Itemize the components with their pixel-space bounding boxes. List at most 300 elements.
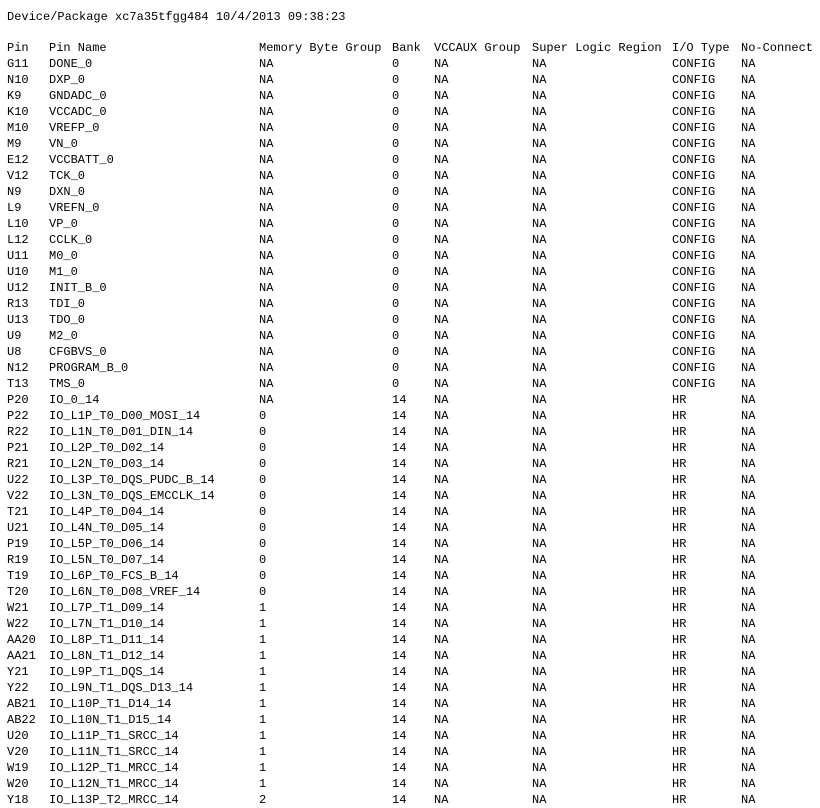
cell-pin-name: CFGBVS_0 [49,345,107,359]
cell-super-logic-region: NA [532,345,547,359]
table-row [0,296,820,312]
cell-no-connect: NA [741,153,756,167]
cell-pin-name: CCLK_0 [49,233,93,247]
cell-pin: K10 [7,105,29,119]
cell-pin-name: TDI_0 [49,297,86,311]
table-row [0,120,820,136]
table-header [0,40,820,56]
cell-memory-byte-group: NA [259,393,274,407]
cell-bank: 14 [392,697,407,711]
cell-vccaux-group: NA [434,185,449,199]
cell-vccaux-group: NA [434,409,449,423]
cell-bank: 14 [392,729,407,743]
cell-io-type: CONFIG [672,281,716,295]
cell-pin: U11 [7,249,29,263]
cell-vccaux-group: NA [434,313,449,327]
cell-pin: V12 [7,169,29,183]
cell-pin: U22 [7,473,29,487]
cell-pin: R19 [7,553,29,567]
cell-pin: T21 [7,505,29,519]
table-row [0,264,820,280]
cell-pin-name: IO_0_14 [49,393,100,407]
cell-pin: R22 [7,425,29,439]
cell-memory-byte-group: 0 [259,505,267,519]
cell-memory-byte-group: NA [259,297,274,311]
table-row [0,344,820,360]
table-row [0,376,820,392]
cell-pin-name: GNDADC_0 [49,89,107,103]
cell-vccaux-group: NA [434,153,449,167]
table-row [0,472,820,488]
cell-vccaux-group: NA [434,457,449,471]
cell-super-logic-region: NA [532,585,547,599]
table-row [0,440,820,456]
cell-bank: 14 [392,569,407,583]
cell-memory-byte-group: 1 [259,649,267,663]
cell-pin: Y18 [7,793,29,807]
cell-vccaux-group: NA [434,425,449,439]
cell-vccaux-group: NA [434,233,449,247]
cell-memory-byte-group: 0 [259,489,267,503]
cell-super-logic-region: NA [532,89,547,103]
cell-io-type: HR [672,601,687,615]
table-row [0,776,820,792]
cell-memory-byte-group: 0 [259,553,267,567]
cell-bank: 14 [392,393,407,407]
cell-no-connect: NA [741,617,756,631]
cell-super-logic-region: NA [532,601,547,615]
cell-no-connect: NA [741,73,756,87]
table-row [0,536,820,552]
document-title: Device/Package xc7a35tfgg484 10/4/2013 09:38:23 [7,10,346,24]
cell-io-type: HR [672,665,687,679]
cell-memory-byte-group: 1 [259,777,267,791]
cell-pin-name: IO_L7N_T1_D10_14 [49,617,165,631]
header-memory-byte-group: Memory Byte Group [259,41,382,55]
cell-pin-name: TDO_0 [49,313,86,327]
cell-vccaux-group: NA [434,617,449,631]
cell-no-connect: NA [741,569,756,583]
cell-io-type: CONFIG [672,377,716,391]
table-row [0,184,820,200]
cell-super-logic-region: NA [532,409,547,423]
cell-super-logic-region: NA [532,217,547,231]
table-row [0,680,820,696]
cell-super-logic-region: NA [532,137,547,151]
cell-vccaux-group: NA [434,649,449,663]
cell-vccaux-group: NA [434,201,449,215]
cell-no-connect: NA [741,185,756,199]
cell-io-type: HR [672,777,687,791]
cell-memory-byte-group: 0 [259,569,267,583]
table-row [0,360,820,376]
cell-no-connect: NA [741,329,756,343]
cell-no-connect: NA [741,601,756,615]
cell-memory-byte-group: NA [259,73,274,87]
cell-no-connect: NA [741,297,756,311]
cell-pin-name: IO_L1P_T0_D00_MOSI_14 [49,409,201,423]
cell-super-logic-region: NA [532,665,547,679]
cell-no-connect: NA [741,169,756,183]
cell-io-type: HR [672,761,687,775]
table-row [0,488,820,504]
cell-io-type: HR [672,585,687,599]
cell-vccaux-group: NA [434,89,449,103]
cell-no-connect: NA [741,665,756,679]
table-row [0,456,820,472]
cell-super-logic-region: NA [532,425,547,439]
table-row [0,216,820,232]
cell-vccaux-group: NA [434,345,449,359]
cell-io-type: HR [672,457,687,471]
header-super-logic-region: Super Logic Region [532,41,662,55]
cell-vccaux-group: NA [434,361,449,375]
cell-pin: R13 [7,297,29,311]
cell-vccaux-group: NA [434,121,449,135]
cell-no-connect: NA [741,793,756,807]
cell-bank: 0 [392,153,400,167]
cell-memory-byte-group: NA [259,153,274,167]
cell-io-type: HR [672,521,687,535]
cell-pin-name: IO_L4P_T0_D04_14 [49,505,165,519]
cell-io-type: HR [672,697,687,711]
cell-bank: 0 [392,249,400,263]
cell-io-type: HR [672,617,687,631]
cell-io-type: CONFIG [672,361,716,375]
cell-memory-byte-group: 1 [259,729,267,743]
cell-pin-name: VCCBATT_0 [49,153,114,167]
cell-io-type: HR [672,537,687,551]
cell-super-logic-region: NA [532,441,547,455]
cell-super-logic-region: NA [532,697,547,711]
table-row [0,104,820,120]
cell-io-type: HR [672,649,687,663]
cell-no-connect: NA [741,57,756,71]
cell-pin: T19 [7,569,29,583]
table-row [0,56,820,72]
cell-memory-byte-group: 1 [259,665,267,679]
cell-io-type: HR [672,633,687,647]
cell-no-connect: NA [741,505,756,519]
cell-memory-byte-group: 0 [259,409,267,423]
cell-pin: V22 [7,489,29,503]
cell-memory-byte-group: 1 [259,633,267,647]
cell-super-logic-region: NA [532,57,547,71]
table-row [0,520,820,536]
cell-bank: 0 [392,73,400,87]
cell-bank: 0 [392,169,400,183]
table-row [0,664,820,680]
cell-super-logic-region: NA [532,793,547,807]
cell-pin-name: M2_0 [49,329,78,343]
cell-io-type: HR [672,425,687,439]
cell-vccaux-group: NA [434,569,449,583]
cell-super-logic-region: NA [532,489,547,503]
cell-io-type: CONFIG [672,185,716,199]
cell-memory-byte-group: 0 [259,521,267,535]
cell-vccaux-group: NA [434,681,449,695]
cell-vccaux-group: NA [434,57,449,71]
cell-bank: 14 [392,745,407,759]
cell-super-logic-region: NA [532,361,547,375]
cell-pin: L10 [7,217,29,231]
cell-no-connect: NA [741,265,756,279]
cell-vccaux-group: NA [434,665,449,679]
table-row [0,696,820,712]
cell-io-type: CONFIG [672,249,716,263]
cell-no-connect: NA [741,457,756,471]
cell-no-connect: NA [741,489,756,503]
cell-memory-byte-group: 0 [259,425,267,439]
cell-bank: 0 [392,89,400,103]
cell-pin: N10 [7,73,29,87]
cell-no-connect: NA [741,761,756,775]
cell-pin: U9 [7,329,22,343]
cell-bank: 0 [392,361,400,375]
cell-vccaux-group: NA [434,553,449,567]
cell-pin: P21 [7,441,29,455]
cell-vccaux-group: NA [434,697,449,711]
cell-bank: 14 [392,777,407,791]
cell-vccaux-group: NA [434,473,449,487]
cell-super-logic-region: NA [532,713,547,727]
cell-pin-name: IO_L9P_T1_DQS_14 [49,665,165,679]
cell-vccaux-group: NA [434,249,449,263]
cell-pin-name: IO_L5N_T0_D07_14 [49,553,165,567]
cell-pin-name: TCK_0 [49,169,86,183]
table-row [0,760,820,776]
cell-no-connect: NA [741,345,756,359]
cell-bank: 14 [392,665,407,679]
table-row [0,648,820,664]
table-row [0,248,820,264]
table-row [0,504,820,520]
cell-vccaux-group: NA [434,633,449,647]
cell-memory-byte-group: NA [259,377,274,391]
cell-memory-byte-group: NA [259,105,274,119]
cell-io-type: HR [672,441,687,455]
cell-memory-byte-group: 1 [259,617,267,631]
cell-super-logic-region: NA [532,681,547,695]
cell-memory-byte-group: NA [259,217,274,231]
cell-vccaux-group: NA [434,281,449,295]
cell-io-type: HR [672,473,687,487]
cell-bank: 14 [392,441,407,455]
cell-pin-name: IO_L12P_T1_MRCC_14 [49,761,179,775]
cell-bank: 14 [392,617,407,631]
cell-memory-byte-group: NA [259,313,274,327]
cell-super-logic-region: NA [532,121,547,135]
table-row [0,280,820,296]
cell-pin: K9 [7,89,22,103]
cell-pin: L12 [7,233,29,247]
table-row [0,136,820,152]
cell-io-type: CONFIG [672,121,716,135]
cell-no-connect: NA [741,313,756,327]
cell-super-logic-region: NA [532,233,547,247]
header-pin-name: Pin Name [49,41,107,55]
cell-no-connect: NA [741,553,756,567]
table-row [0,616,820,632]
cell-io-type: CONFIG [672,73,716,87]
cell-super-logic-region: NA [532,569,547,583]
cell-super-logic-region: NA [532,745,547,759]
cell-super-logic-region: NA [532,201,547,215]
cell-no-connect: NA [741,137,756,151]
cell-pin-name: IO_L6P_T0_FCS_B_14 [49,569,179,583]
cell-bank: 14 [392,761,407,775]
header-bank: Bank [392,41,421,55]
cell-super-logic-region: NA [532,393,547,407]
cell-pin: U20 [7,729,29,743]
cell-vccaux-group: NA [434,329,449,343]
cell-pin-name: VREFP_0 [49,121,100,135]
cell-super-logic-region: NA [532,473,547,487]
cell-io-type: HR [672,681,687,695]
cell-io-type: CONFIG [672,57,716,71]
cell-pin-name: IO_L3N_T0_DQS_EMCCLK_14 [49,489,215,503]
cell-vccaux-group: NA [434,137,449,151]
cell-super-logic-region: NA [532,649,547,663]
cell-pin: W22 [7,617,29,631]
cell-vccaux-group: NA [434,537,449,551]
table-row [0,632,820,648]
cell-bank: 14 [392,713,407,727]
cell-vccaux-group: NA [434,297,449,311]
table-row [0,88,820,104]
cell-super-logic-region: NA [532,505,547,519]
cell-io-type: HR [672,393,687,407]
cell-vccaux-group: NA [434,601,449,615]
cell-pin: W19 [7,761,29,775]
cell-pin-name: IO_L8N_T1_D12_14 [49,649,165,663]
cell-no-connect: NA [741,377,756,391]
cell-no-connect: NA [741,777,756,791]
cell-super-logic-region: NA [532,633,547,647]
cell-memory-byte-group: 1 [259,601,267,615]
cell-io-type: CONFIG [672,137,716,151]
cell-pin: AA21 [7,649,36,663]
cell-memory-byte-group: 0 [259,441,267,455]
cell-vccaux-group: NA [434,745,449,759]
cell-io-type: CONFIG [672,233,716,247]
table-row [0,568,820,584]
cell-pin: U21 [7,521,29,535]
cell-pin-name: VREFN_0 [49,201,100,215]
cell-memory-byte-group: 1 [259,745,267,759]
cell-super-logic-region: NA [532,281,547,295]
cell-pin: R21 [7,457,29,471]
cell-pin: T20 [7,585,29,599]
cell-pin-name: IO_L11N_T1_SRCC_14 [49,745,179,759]
cell-vccaux-group: NA [434,521,449,535]
cell-no-connect: NA [741,217,756,231]
cell-pin: U8 [7,345,22,359]
cell-bank: 14 [392,537,407,551]
cell-pin: E12 [7,153,29,167]
cell-super-logic-region: NA [532,377,547,391]
cell-no-connect: NA [741,745,756,759]
cell-vccaux-group: NA [434,73,449,87]
cell-io-type: CONFIG [672,169,716,183]
table-row [0,552,820,568]
cell-pin: U12 [7,281,29,295]
cell-bank: 0 [392,329,400,343]
cell-super-logic-region: NA [532,249,547,263]
cell-memory-byte-group: NA [259,345,274,359]
cell-io-type: CONFIG [672,345,716,359]
cell-vccaux-group: NA [434,105,449,119]
cell-super-logic-region: NA [532,153,547,167]
cell-bank: 14 [392,649,407,663]
cell-io-type: HR [672,553,687,567]
cell-no-connect: NA [741,425,756,439]
cell-vccaux-group: NA [434,713,449,727]
cell-bank: 14 [392,505,407,519]
cell-pin: G11 [7,57,29,71]
cell-memory-byte-group: 1 [259,681,267,695]
cell-bank: 0 [392,57,400,71]
cell-memory-byte-group: NA [259,169,274,183]
cell-io-type: HR [672,793,687,807]
cell-super-logic-region: NA [532,553,547,567]
cell-no-connect: NA [741,537,756,551]
cell-super-logic-region: NA [532,265,547,279]
cell-pin: V20 [7,745,29,759]
cell-memory-byte-group: NA [259,329,274,343]
cell-pin: U10 [7,265,29,279]
cell-bank: 14 [392,473,407,487]
cell-memory-byte-group: NA [259,89,274,103]
cell-pin-name: DONE_0 [49,57,93,71]
cell-no-connect: NA [741,409,756,423]
cell-vccaux-group: NA [434,169,449,183]
header-io-type: I/O Type [672,41,730,55]
cell-bank: 14 [392,553,407,567]
table-row [0,792,820,808]
cell-pin: Y22 [7,681,29,695]
cell-io-type: HR [672,569,687,583]
table-row [0,72,820,88]
table-row [0,600,820,616]
cell-io-type: CONFIG [672,201,716,215]
cell-memory-byte-group: 1 [259,697,267,711]
cell-no-connect: NA [741,105,756,119]
cell-super-logic-region: NA [532,761,547,775]
cell-io-type: CONFIG [672,329,716,343]
cell-pin: W20 [7,777,29,791]
cell-pin: U13 [7,313,29,327]
cell-pin-name: DXN_0 [49,185,86,199]
cell-super-logic-region: NA [532,729,547,743]
table-row [0,328,820,344]
cell-pin-name: IO_L5P_T0_D06_14 [49,537,165,551]
cell-memory-byte-group: NA [259,233,274,247]
cell-no-connect: NA [741,473,756,487]
cell-super-logic-region: NA [532,617,547,631]
cell-bank: 0 [392,105,400,119]
cell-bank: 14 [392,585,407,599]
cell-bank: 14 [392,633,407,647]
cell-pin-name: IO_L2P_T0_D02_14 [49,441,165,455]
cell-io-type: CONFIG [672,217,716,231]
cell-vccaux-group: NA [434,489,449,503]
table-row [0,728,820,744]
header-pin: Pin [7,41,29,55]
cell-pin-name: INIT_B_0 [49,281,107,295]
cell-bank: 0 [392,265,400,279]
header-vccaux-group: VCCAUX Group [434,41,521,55]
